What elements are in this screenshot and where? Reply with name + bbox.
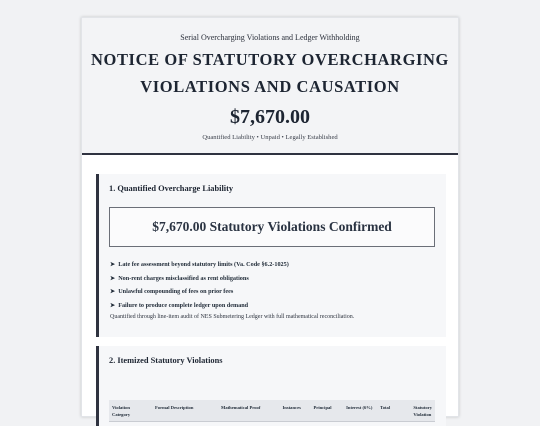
column-header: Statutory Violation <box>410 400 435 422</box>
notice-title-line-1: NOTICE OF STATUTORY OVERCHARGING <box>91 50 449 69</box>
arrow-icon: ➤ <box>110 274 116 282</box>
list-item: ➤ Failure to produce complete ledger upon demand <box>110 301 249 309</box>
section-title: 1. Quantified Overcharge Liability <box>109 184 234 193</box>
audit-note: Quantified through line-item audit of NES Submetering Ledger with full mathematical reconciliation. <box>110 314 355 320</box>
violations-table <box>109 400 435 422</box>
column-header: Interest (6%) <box>343 400 377 422</box>
column-header: Violation Category <box>109 400 152 422</box>
liability-status-line: Quantified Liability • Unpaid • Legally Established <box>202 134 338 141</box>
list-item: ➤ Unlawful compounding of fees on prior fees <box>110 288 234 295</box>
notice-document <box>81 17 459 417</box>
notice-title-line-2: VIOLATIONS AND CAUSATION <box>140 77 400 96</box>
table-header-row <box>109 400 435 422</box>
violation-list <box>110 258 289 312</box>
violations-confirmed-text: $7,670.00 Statutory Violations Confirmed <box>152 219 392 234</box>
column-header: Total <box>377 400 410 422</box>
column-header: Instances <box>280 400 311 422</box>
violations-confirmed-box <box>109 207 435 247</box>
arrow-icon: ➤ <box>110 261 116 268</box>
list-item: ➤ Non-rent charges misclassified as rent obligations <box>110 274 249 282</box>
section-title: 2. Itemized Statutory Violations <box>109 356 223 365</box>
section-itemized-violations <box>96 346 446 426</box>
section-quantified-liability <box>96 174 446 337</box>
liability-amount: $7,670.00 <box>230 106 310 128</box>
notice-header <box>82 18 458 155</box>
column-header: Principal <box>310 400 343 422</box>
arrow-icon: ➤ <box>110 288 116 295</box>
arrow-icon: ➤ <box>110 301 116 309</box>
list-item: ➤ Late fee assessment beyond statutory limits (Va. Code §6.2-1025) <box>110 261 289 268</box>
column-header: Mathematical Proof <box>218 400 280 422</box>
header-kicker: Serial Overcharging Violations and Ledger Withholding <box>180 33 360 42</box>
column-header: Formal Description <box>152 400 218 422</box>
